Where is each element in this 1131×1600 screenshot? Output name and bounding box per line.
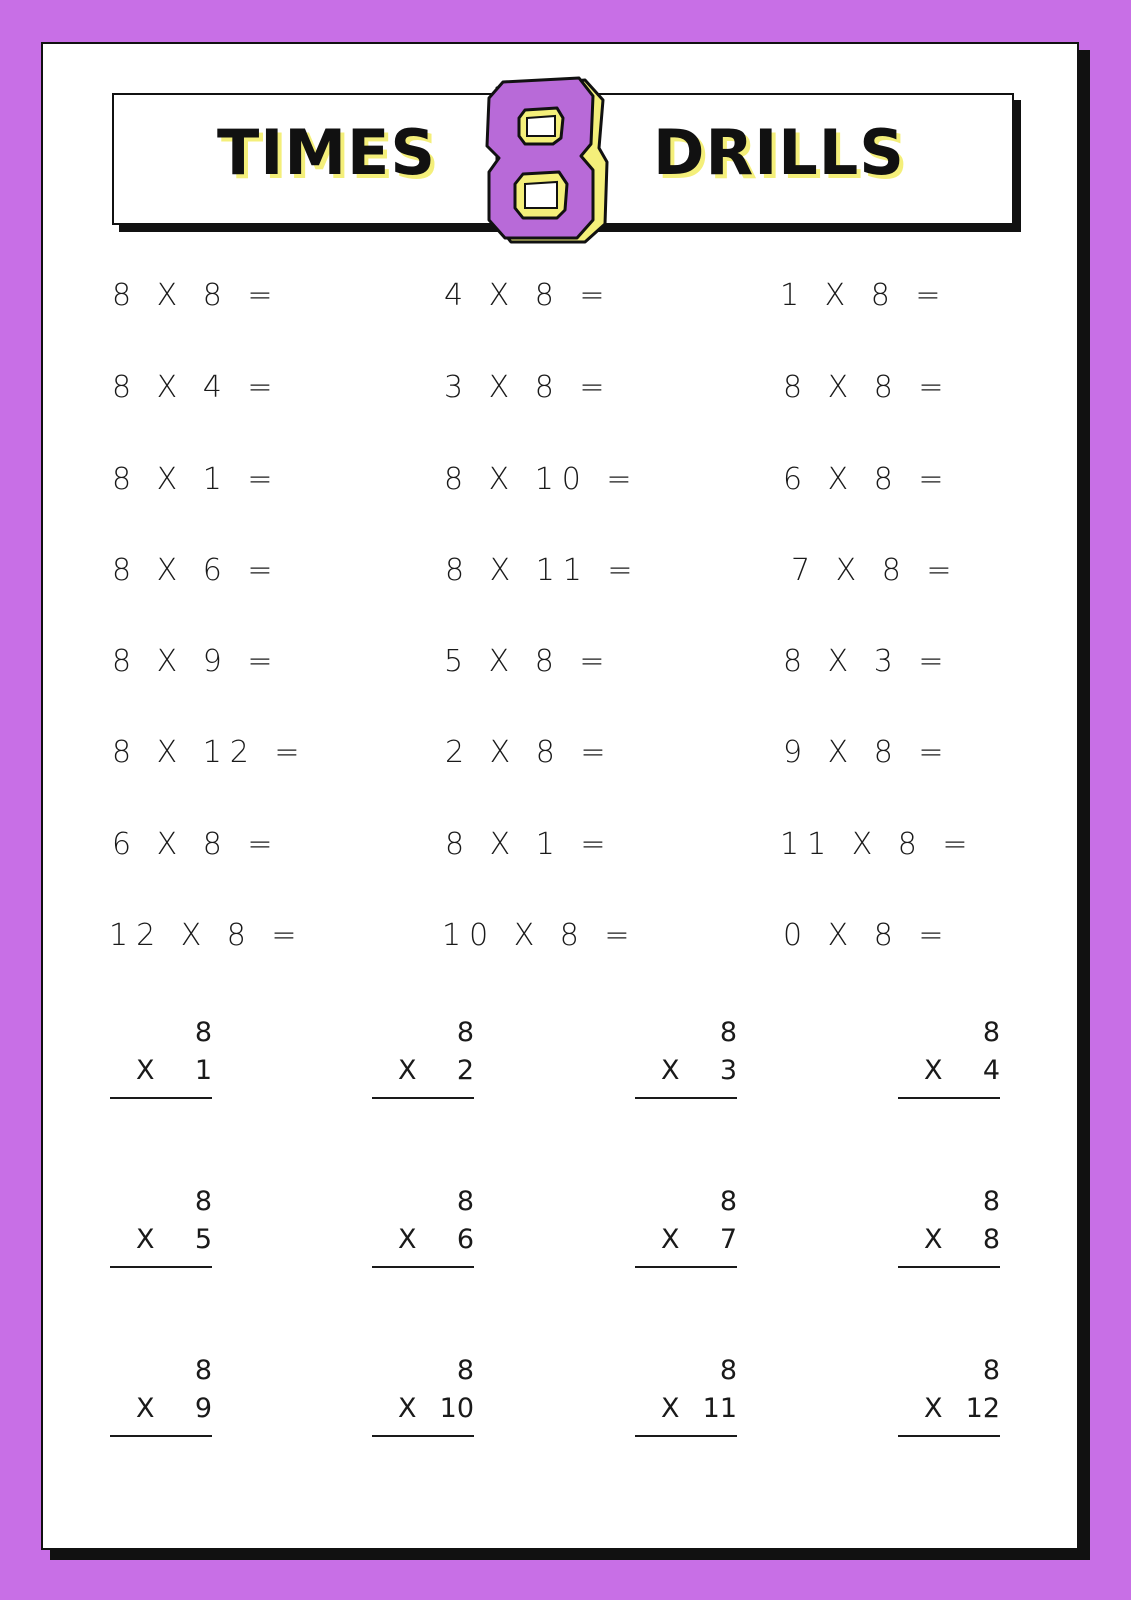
problem-c3-1: 1 X 8 = bbox=[780, 278, 949, 313]
vp-operator: X bbox=[398, 1393, 417, 1424]
vp-operator: X bbox=[924, 1393, 943, 1424]
vp-top: 8 bbox=[194, 1355, 212, 1386]
vp-bottom: 12 bbox=[965, 1393, 1000, 1424]
vp-bottom: 10 bbox=[439, 1393, 474, 1424]
problem-c3-4: 7 X 8 = bbox=[791, 553, 960, 588]
problem-c3-8: 0 X 8 = bbox=[783, 918, 952, 953]
vp-operator: X bbox=[136, 1055, 155, 1086]
answer-line bbox=[635, 1435, 737, 1437]
problem-c1-8: 12 X 8 = bbox=[109, 918, 305, 953]
vp-operator: X bbox=[661, 1055, 680, 1086]
vp-bottom: 11 bbox=[702, 1393, 737, 1424]
vp-bottom: 7 bbox=[719, 1224, 737, 1255]
vp-operator: X bbox=[136, 1393, 155, 1424]
vertical-problem-3 bbox=[635, 1019, 737, 1109]
answer-line bbox=[110, 1266, 212, 1268]
problem-c2-3: 8 X 10 = bbox=[444, 462, 640, 497]
vp-top: 8 bbox=[719, 1355, 737, 1386]
vp-bottom: 5 bbox=[194, 1224, 212, 1255]
problem-c3-6: 9 X 8 = bbox=[783, 735, 952, 770]
problem-c2-5: 5 X 8 = bbox=[444, 644, 613, 679]
vp-top: 8 bbox=[982, 1186, 1000, 1217]
answer-line bbox=[372, 1097, 474, 1099]
vp-top: 8 bbox=[456, 1355, 474, 1386]
worksheet-page bbox=[41, 42, 1079, 1550]
vp-operator: X bbox=[661, 1224, 680, 1255]
vertical-problem-7 bbox=[635, 1188, 737, 1278]
vertical-problem-11 bbox=[635, 1357, 737, 1447]
vertical-problem-5 bbox=[110, 1188, 212, 1278]
problem-c3-2: 8 X 8 = bbox=[783, 370, 952, 405]
problem-c1-1: 8 X 8 = bbox=[112, 278, 281, 313]
vertical-problem-12 bbox=[898, 1357, 1000, 1447]
vp-top: 8 bbox=[456, 1186, 474, 1217]
problem-c1-6: 8 X 12 = bbox=[112, 735, 308, 770]
vp-top: 8 bbox=[982, 1017, 1000, 1048]
problem-c1-4: 8 X 6 = bbox=[112, 553, 281, 588]
title-times: TIMES bbox=[217, 116, 437, 189]
problem-c2-2: 3 X 8 = bbox=[444, 370, 613, 405]
vertical-problem-4 bbox=[898, 1019, 1000, 1109]
problem-c1-7: 6 X 8 = bbox=[112, 827, 281, 862]
problem-c1-2: 8 X 4 = bbox=[112, 370, 281, 405]
vp-bottom: 2 bbox=[456, 1055, 474, 1086]
vertical-problem-9 bbox=[110, 1357, 212, 1447]
problem-c2-8: 10 X 8 = bbox=[442, 918, 638, 953]
vp-operator: X bbox=[136, 1224, 155, 1255]
vp-operator: X bbox=[398, 1224, 417, 1255]
title-drills: DRILLS bbox=[653, 116, 905, 189]
vertical-problem-6 bbox=[372, 1188, 474, 1278]
vp-top: 8 bbox=[456, 1017, 474, 1048]
vertical-problem-1 bbox=[110, 1019, 212, 1109]
vp-operator: X bbox=[924, 1055, 943, 1086]
problem-c2-1: 4 X 8 = bbox=[444, 278, 613, 313]
vp-top: 8 bbox=[719, 1186, 737, 1217]
vertical-problem-10 bbox=[372, 1357, 474, 1447]
vp-bottom: 9 bbox=[194, 1393, 212, 1424]
answer-line bbox=[898, 1097, 1000, 1099]
problem-c3-5: 8 X 3 = bbox=[783, 644, 952, 679]
answer-line bbox=[110, 1435, 212, 1437]
vp-top: 8 bbox=[982, 1355, 1000, 1386]
problem-c1-3: 8 X 1 = bbox=[112, 462, 281, 497]
answer-line bbox=[110, 1097, 212, 1099]
vp-operator: X bbox=[398, 1055, 417, 1086]
vp-bottom: 8 bbox=[982, 1224, 1000, 1255]
vp-operator: X bbox=[924, 1224, 943, 1255]
vp-top: 8 bbox=[719, 1017, 737, 1048]
answer-line bbox=[898, 1266, 1000, 1268]
problem-c3-3: 6 X 8 = bbox=[783, 462, 952, 497]
vertical-problem-8 bbox=[898, 1188, 1000, 1278]
answer-line bbox=[635, 1097, 737, 1099]
eight-number-icon bbox=[481, 74, 613, 246]
answer-line bbox=[372, 1266, 474, 1268]
answer-line bbox=[635, 1266, 737, 1268]
problem-c1-5: 8 X 9 = bbox=[112, 644, 281, 679]
problem-c2-6: 2 X 8 = bbox=[445, 735, 614, 770]
problem-c3-7: 11 X 8 = bbox=[780, 827, 976, 862]
vertical-problem-2 bbox=[372, 1019, 474, 1109]
vp-bottom: 3 bbox=[719, 1055, 737, 1086]
vp-top: 8 bbox=[194, 1186, 212, 1217]
problem-c2-4: 8 X 11 = bbox=[445, 553, 641, 588]
vp-operator: X bbox=[661, 1393, 680, 1424]
answer-line bbox=[372, 1435, 474, 1437]
vp-bottom: 1 bbox=[194, 1055, 212, 1086]
problem-c2-7: 8 X 1 = bbox=[445, 827, 614, 862]
answer-line bbox=[898, 1435, 1000, 1437]
vp-bottom: 6 bbox=[456, 1224, 474, 1255]
vp-bottom: 4 bbox=[982, 1055, 1000, 1086]
vp-top: 8 bbox=[194, 1017, 212, 1048]
